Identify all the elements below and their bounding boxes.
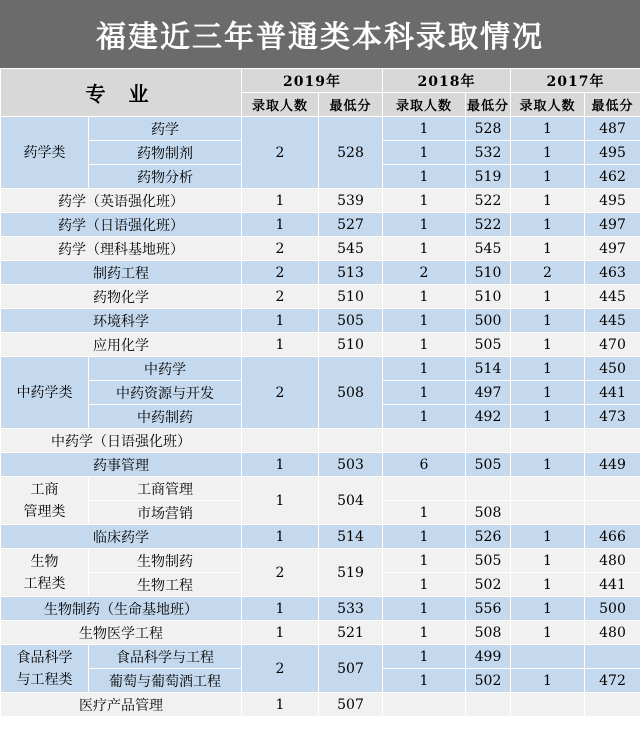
min-2018: 519 bbox=[466, 165, 511, 189]
table-row bbox=[1, 357, 640, 381]
count-2017: 1 bbox=[511, 453, 585, 477]
major-name: 药事管理 bbox=[1, 453, 242, 477]
count-2018 bbox=[383, 693, 466, 717]
count-2017 bbox=[511, 429, 585, 453]
count-2017 bbox=[511, 645, 585, 669]
count-2018: 1 bbox=[383, 237, 466, 261]
min-2017: 449 bbox=[585, 453, 640, 477]
min-2018 bbox=[466, 693, 511, 717]
major-name: 药学（理科基地班） bbox=[1, 237, 242, 261]
major-name: 工商管理 bbox=[89, 477, 242, 501]
count-2018: 1 bbox=[383, 573, 466, 597]
table-row bbox=[1, 213, 640, 237]
min-2018 bbox=[466, 429, 511, 453]
major-name: 药物制剂 bbox=[89, 141, 242, 165]
min-2018: 505 bbox=[466, 453, 511, 477]
min-2019: 513 bbox=[319, 261, 383, 285]
min-2017 bbox=[585, 501, 640, 525]
min-2018: 505 bbox=[466, 333, 511, 357]
min-2017 bbox=[585, 429, 640, 453]
major-name: 葡萄与葡萄酒工程 bbox=[89, 669, 242, 693]
major-name: 生物制药（生命基地班） bbox=[1, 597, 242, 621]
count-2019: 1 bbox=[242, 693, 319, 717]
min-2018: 508 bbox=[466, 501, 511, 525]
table-row bbox=[1, 645, 640, 669]
min-2017: 487 bbox=[585, 117, 640, 141]
count-2017: 1 bbox=[511, 189, 585, 213]
min-2019: 505 bbox=[319, 309, 383, 333]
min-2019: 507 bbox=[319, 693, 383, 717]
count-2017: 1 bbox=[511, 237, 585, 261]
count-2017: 1 bbox=[511, 669, 585, 693]
min-2019: 528 bbox=[319, 117, 383, 189]
min-2017: 500 bbox=[585, 597, 640, 621]
major-name: 中药制药 bbox=[89, 405, 242, 429]
min-2017: 470 bbox=[585, 333, 640, 357]
table-row bbox=[1, 333, 640, 357]
count-2018: 2 bbox=[383, 261, 466, 285]
min-2018 bbox=[466, 477, 511, 501]
count-2019: 2 bbox=[242, 285, 319, 309]
min-2017: 495 bbox=[585, 141, 640, 165]
min-2019: 510 bbox=[319, 285, 383, 309]
count-2017: 1 bbox=[511, 165, 585, 189]
min-2017: 463 bbox=[585, 261, 640, 285]
count-2017 bbox=[511, 693, 585, 717]
min-2017: 445 bbox=[585, 285, 640, 309]
count-2018 bbox=[383, 477, 466, 501]
major-name: 临床药学 bbox=[1, 525, 242, 549]
count-2017: 1 bbox=[511, 381, 585, 405]
admission-table bbox=[0, 68, 640, 717]
min-2018: 528 bbox=[466, 117, 511, 141]
count-2019: 1 bbox=[242, 213, 319, 237]
group-label: 生物 工程类 bbox=[1, 549, 89, 597]
table-row bbox=[1, 117, 640, 141]
min-2019: 527 bbox=[319, 213, 383, 237]
min-2017: 497 bbox=[585, 213, 640, 237]
min-2019: 514 bbox=[319, 525, 383, 549]
min-2017: 445 bbox=[585, 309, 640, 333]
count-2018: 1 bbox=[383, 621, 466, 645]
count-2017: 1 bbox=[511, 285, 585, 309]
header-row-years bbox=[1, 69, 640, 93]
group-label: 药学类 bbox=[1, 117, 89, 189]
min-2018: 502 bbox=[466, 573, 511, 597]
count-2018 bbox=[383, 429, 466, 453]
count-2018: 1 bbox=[383, 669, 466, 693]
major-name: 食品科学与工程 bbox=[89, 645, 242, 669]
min-2019: 539 bbox=[319, 189, 383, 213]
count-2018: 1 bbox=[383, 525, 466, 549]
min-2017: 473 bbox=[585, 405, 640, 429]
count-2017: 1 bbox=[511, 213, 585, 237]
count-2018: 1 bbox=[383, 357, 466, 381]
count-2017: 1 bbox=[511, 333, 585, 357]
major-name: 药学（英语强化班） bbox=[1, 189, 242, 213]
major-name: 制药工程 bbox=[1, 261, 242, 285]
min-2019: 507 bbox=[319, 645, 383, 693]
count-2018: 1 bbox=[383, 213, 466, 237]
header-year-2018: 2018年 bbox=[383, 69, 511, 93]
major-name: 药物分析 bbox=[89, 165, 242, 189]
major-name: 环境科学 bbox=[1, 309, 242, 333]
min-2017: 441 bbox=[585, 573, 640, 597]
min-2019: 503 bbox=[319, 453, 383, 477]
min-2018: 500 bbox=[466, 309, 511, 333]
table-row bbox=[1, 285, 640, 309]
table-row bbox=[1, 309, 640, 333]
table-row bbox=[1, 549, 640, 573]
header-major: 专 业 bbox=[1, 69, 242, 117]
min-2018: 510 bbox=[466, 261, 511, 285]
major-name: 药学 bbox=[89, 117, 242, 141]
min-2017: 495 bbox=[585, 189, 640, 213]
header-year-2017: 2017年 bbox=[511, 69, 640, 93]
table-row bbox=[1, 525, 640, 549]
min-2018: 514 bbox=[466, 357, 511, 381]
min-2018: 510 bbox=[466, 285, 511, 309]
count-2018: 1 bbox=[383, 165, 466, 189]
count-2019: 1 bbox=[242, 597, 319, 621]
page-title: 福建近三年普通类本科录取情况 bbox=[0, 0, 640, 68]
table-row bbox=[1, 429, 640, 453]
min-2017: 466 bbox=[585, 525, 640, 549]
count-2019: 2 bbox=[242, 549, 319, 597]
min-2018: 499 bbox=[466, 645, 511, 669]
count-2019: 2 bbox=[242, 237, 319, 261]
min-2018: 492 bbox=[466, 405, 511, 429]
min-2019: 533 bbox=[319, 597, 383, 621]
header-min-2019: 最低分 bbox=[319, 93, 383, 117]
table-row bbox=[1, 477, 640, 501]
count-2017: 1 bbox=[511, 525, 585, 549]
min-2018: 556 bbox=[466, 597, 511, 621]
count-2017: 1 bbox=[511, 309, 585, 333]
count-2018: 6 bbox=[383, 453, 466, 477]
min-2017: 441 bbox=[585, 381, 640, 405]
count-2019: 1 bbox=[242, 453, 319, 477]
min-2018: 505 bbox=[466, 549, 511, 573]
count-2018: 1 bbox=[383, 381, 466, 405]
major-name: 市场营销 bbox=[89, 501, 242, 525]
table-row bbox=[1, 237, 640, 261]
header-min-2018: 最低分 bbox=[466, 93, 511, 117]
min-2019 bbox=[319, 429, 383, 453]
count-2017: 1 bbox=[511, 405, 585, 429]
count-2019: 1 bbox=[242, 525, 319, 549]
table-row bbox=[1, 189, 640, 213]
group-label: 中药学类 bbox=[1, 357, 89, 429]
table-row bbox=[1, 621, 640, 645]
major-name: 中药学（日语强化班） bbox=[1, 429, 242, 453]
count-2018: 1 bbox=[383, 189, 466, 213]
count-2019: 1 bbox=[242, 309, 319, 333]
header-count-2018: 录取人数 bbox=[383, 93, 466, 117]
table-row bbox=[1, 261, 640, 285]
count-2017: 1 bbox=[511, 573, 585, 597]
min-2018: 532 bbox=[466, 141, 511, 165]
table-row bbox=[1, 693, 640, 717]
major-name: 中药学 bbox=[89, 357, 242, 381]
header-min-2017: 最低分 bbox=[585, 93, 640, 117]
count-2017 bbox=[511, 477, 585, 501]
count-2019: 1 bbox=[242, 621, 319, 645]
min-2018: 545 bbox=[466, 237, 511, 261]
count-2017: 1 bbox=[511, 117, 585, 141]
group-label: 食品科学 与工程类 bbox=[1, 645, 89, 693]
group-label: 工商 管理类 bbox=[1, 477, 89, 525]
major-name: 药学（日语强化班） bbox=[1, 213, 242, 237]
min-2019: 519 bbox=[319, 549, 383, 597]
count-2019: 2 bbox=[242, 645, 319, 693]
min-2017 bbox=[585, 477, 640, 501]
major-name: 生物医学工程 bbox=[1, 621, 242, 645]
table-row bbox=[1, 453, 640, 477]
count-2018: 1 bbox=[383, 501, 466, 525]
count-2018: 1 bbox=[383, 309, 466, 333]
min-2018: 502 bbox=[466, 669, 511, 693]
count-2018: 1 bbox=[383, 549, 466, 573]
count-2018: 1 bbox=[383, 645, 466, 669]
min-2017: 480 bbox=[585, 549, 640, 573]
min-2017: 450 bbox=[585, 357, 640, 381]
major-name: 医疗产品管理 bbox=[1, 693, 242, 717]
min-2018: 522 bbox=[466, 213, 511, 237]
count-2019: 1 bbox=[242, 189, 319, 213]
min-2018: 508 bbox=[466, 621, 511, 645]
major-name: 药物化学 bbox=[1, 285, 242, 309]
major-name: 应用化学 bbox=[1, 333, 242, 357]
min-2017 bbox=[585, 645, 640, 669]
min-2019: 504 bbox=[319, 477, 383, 525]
min-2017 bbox=[585, 693, 640, 717]
count-2019: 2 bbox=[242, 117, 319, 189]
min-2019: 521 bbox=[319, 621, 383, 645]
count-2018: 1 bbox=[383, 405, 466, 429]
count-2018: 1 bbox=[383, 117, 466, 141]
count-2019: 2 bbox=[242, 261, 319, 285]
major-name: 中药资源与开发 bbox=[89, 381, 242, 405]
count-2017: 1 bbox=[511, 357, 585, 381]
header-count-2017: 录取人数 bbox=[511, 93, 585, 117]
count-2018: 1 bbox=[383, 333, 466, 357]
count-2017: 1 bbox=[511, 141, 585, 165]
count-2017: 2 bbox=[511, 261, 585, 285]
count-2019: 1 bbox=[242, 333, 319, 357]
header-count-2019: 录取人数 bbox=[242, 93, 319, 117]
major-name: 生物制药 bbox=[89, 549, 242, 573]
min-2019: 510 bbox=[319, 333, 383, 357]
table-row bbox=[1, 597, 640, 621]
count-2017: 1 bbox=[511, 597, 585, 621]
min-2017: 497 bbox=[585, 237, 640, 261]
min-2019: 508 bbox=[319, 357, 383, 429]
min-2017: 462 bbox=[585, 165, 640, 189]
count-2019 bbox=[242, 429, 319, 453]
min-2019: 545 bbox=[319, 237, 383, 261]
min-2018: 497 bbox=[466, 381, 511, 405]
count-2018: 1 bbox=[383, 285, 466, 309]
count-2019: 2 bbox=[242, 357, 319, 429]
min-2017: 472 bbox=[585, 669, 640, 693]
min-2018: 522 bbox=[466, 189, 511, 213]
count-2019: 1 bbox=[242, 477, 319, 525]
count-2017: 1 bbox=[511, 621, 585, 645]
count-2018: 1 bbox=[383, 141, 466, 165]
count-2018: 1 bbox=[383, 597, 466, 621]
min-2018: 526 bbox=[466, 525, 511, 549]
header-year-2019: 2019年 bbox=[242, 69, 383, 93]
min-2017: 480 bbox=[585, 621, 640, 645]
count-2017: 1 bbox=[511, 549, 585, 573]
major-name: 生物工程 bbox=[89, 573, 242, 597]
count-2017 bbox=[511, 501, 585, 525]
